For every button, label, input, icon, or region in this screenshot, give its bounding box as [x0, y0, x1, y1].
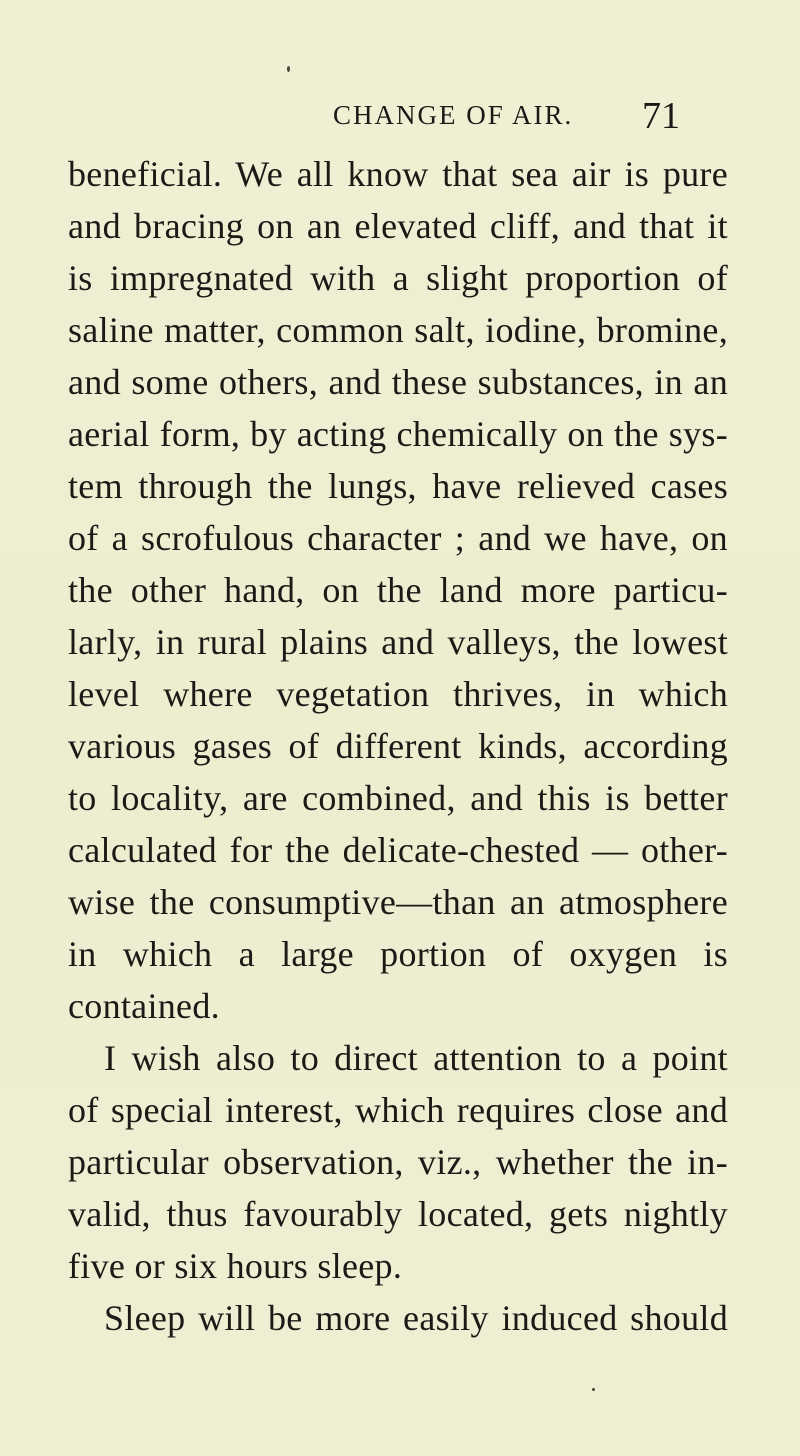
text-line: and bracing on an elevated cliff, and that it — [68, 206, 728, 246]
text-line: is impregnated with a slight proportion of — [68, 258, 728, 298]
paragraph-end-line: contained. — [68, 986, 220, 1026]
text-line: larly, in rural plains and valleys, the lowest — [68, 622, 728, 662]
text-line: various gases of different kinds, according — [68, 726, 728, 766]
body-text — [68, 148, 728, 1344]
paragraph-start-line: I wish also to direct attention to a point — [104, 1038, 728, 1078]
text-line: of a scrofulous character ; and we have, on — [68, 518, 728, 558]
text-line: saline matter, common salt, iodine, bromine, — [68, 310, 728, 350]
page-header — [0, 96, 800, 146]
text-line: tem through the lungs, have relieved cases — [68, 466, 728, 506]
paragraph-end-line: five or six hours sleep. — [68, 1246, 403, 1286]
text-line: particular observation, viz., whether the in- — [68, 1142, 728, 1182]
text-line: valid, thus favourably located, gets nightly — [68, 1194, 728, 1234]
text-line: to locality, are combined, and this is better — [68, 778, 728, 818]
page-number: 71 — [642, 95, 680, 137]
text-line: level where vegetation thrives, in which — [68, 674, 728, 714]
text-line: the other hand, on the land more particu- — [68, 570, 728, 610]
text-line: in which a large portion of oxygen is — [68, 934, 728, 974]
ink-speck — [287, 66, 290, 72]
text-line: aerial form, by acting chemically on the sys- — [68, 414, 728, 454]
text-line: beneficial. We all know that sea air is pure — [68, 154, 728, 194]
text-line: and some others, and these substances, in an — [68, 362, 728, 402]
ink-speck — [592, 1388, 595, 1391]
text-line: of special interest, which requires close and — [68, 1090, 728, 1130]
running-head: CHANGE OF AIR. — [333, 100, 574, 130]
text-line: calculated for the delicate-chested — other- — [68, 830, 728, 870]
text-line: wise the consumptive—than an atmosphere — [68, 882, 728, 922]
paragraph-start-line: Sleep will be more easily induced should — [104, 1298, 728, 1338]
